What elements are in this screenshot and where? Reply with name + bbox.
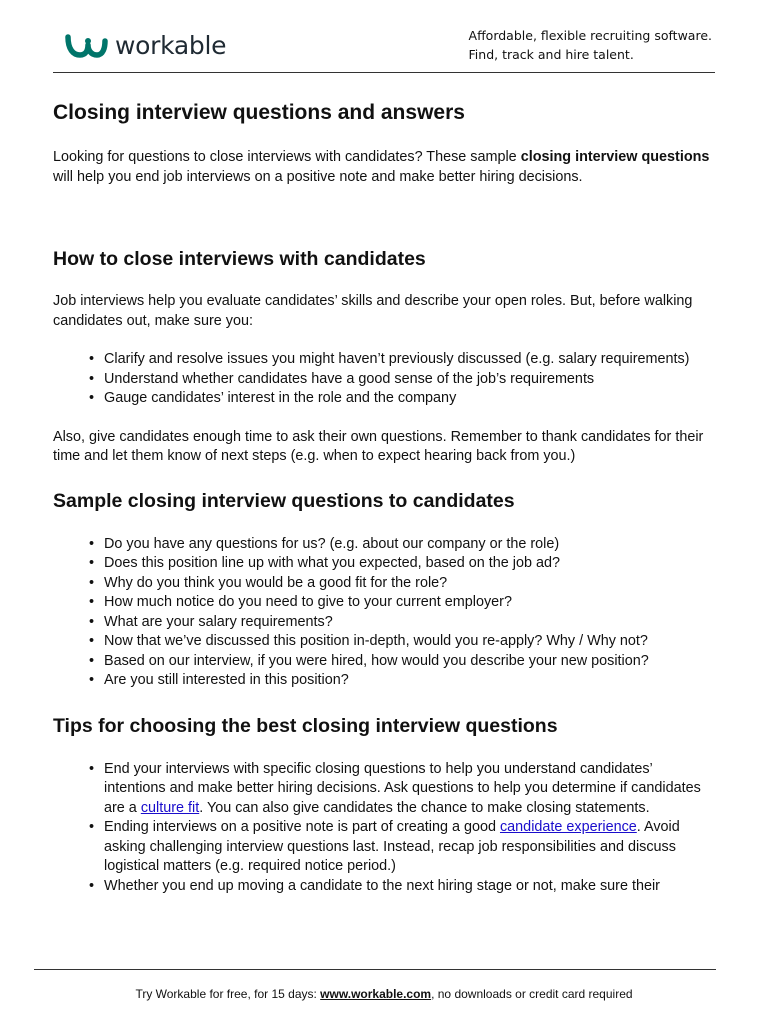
intro-bold: closing interview questions [520,149,710,165]
tip2-text-1: Ending interviews on a positive note is part of creating a good [104,819,500,835]
list-item: • Why do you think you would be a good fit for the role? [104,574,715,594]
section1-paragraph: Job interviews help you evaluate candidates’ skills and describe your open roles. But, before walking candidates out, make sure you: [53,293,693,329]
candidate-experience-link[interactable]: candidate experience [499,819,637,835]
intro-text-1: Looking for questions to close interviews with candidates? These sample [53,149,521,165]
page-footer [0,987,768,1001]
tip1-text-1: End your interviews with specific closing questions to help you understand candidates’ intentions and make better hiring decisions. Ask questions to help you determine if candidates are a [104,760,701,816]
page-title: Closing interview questions and answers [53,101,465,124]
tagline-line-2: Find, track and hire talent. [468,47,634,62]
footer-text-2: , no downloads or credit card required [431,987,633,1001]
tip1-text-2: . You can also give candidates the chance to make closing statements. [199,799,650,816]
culture-fit-link[interactable]: culture fit [140,799,200,816]
main-content [53,98,715,896]
footer-divider [34,969,716,970]
list-item [104,760,715,819]
section-heading-sample: Sample closing interview questions to candidates [53,489,515,512]
tip2-text-2: . Avoid asking challenging interview questions last. Instead, recap job responsibilities and discuss logistical matters (e.g. required notice period.) [104,819,680,874]
section-heading-close: How to close interviews with candidates [53,248,426,270]
workable-website-link[interactable]: www.workable.com [320,987,432,1001]
sample-questions-list [53,535,715,691]
list-item [104,818,715,877]
section-heading-tips: Tips for choosing the best closing interview questions [53,714,558,737]
list-item: • Are you still interested in this position? [104,671,715,691]
intro-text-2: will help you end job interviews on a positive note and make better hiring decisions. [53,168,583,185]
list-item: • Whether you end up moving a candidate to the next hiring stage or not, make sure their [104,877,715,897]
tips-list [53,760,715,897]
workable-logo[interactable] [63,31,226,59]
list-item: • What are your salary requirements? [104,613,715,633]
intro-paragraph [53,148,715,187]
section1-paragraph-2: Also, give candidates enough time to ask their own questions. Remember to thank candidates for their time and let them know of next steps (e.g. when to expect hearing back from you.) [53,428,704,464]
list-item: • Now that we’ve discussed this position in-depth, would you re-apply? Why / Why not? [104,632,715,652]
logo-wordmark: workable [115,30,227,60]
list-item: • Do you have any questions for us? (e.g. about our company or the role) [104,535,715,555]
page-header [53,24,715,72]
header-divider [53,72,715,73]
tagline-line-1: Affordable, flexible recruiting software. [468,28,712,43]
list-item: • Clarify and resolve issues you might haven’t previously discussed (e.g. salary requirements) [104,350,715,370]
section1-list [53,350,715,409]
list-item: • Does this position line up with what you expected, based on the job ad? [104,554,715,574]
footer-text-1: Try Workable for free, for 15 days: [135,987,321,1001]
list-item: • Based on our interview, if you were hired, how would you describe your new position? [104,652,715,672]
list-item: • Understand whether candidates have a good sense of the job’s requirements [104,370,715,390]
list-item: • How much notice do you need to give to your current employer? [104,593,715,613]
workable-logo-icon [63,31,109,59]
list-item: • Gauge candidates’ interest in the role and the company [104,389,715,409]
header-tagline [469,26,712,64]
